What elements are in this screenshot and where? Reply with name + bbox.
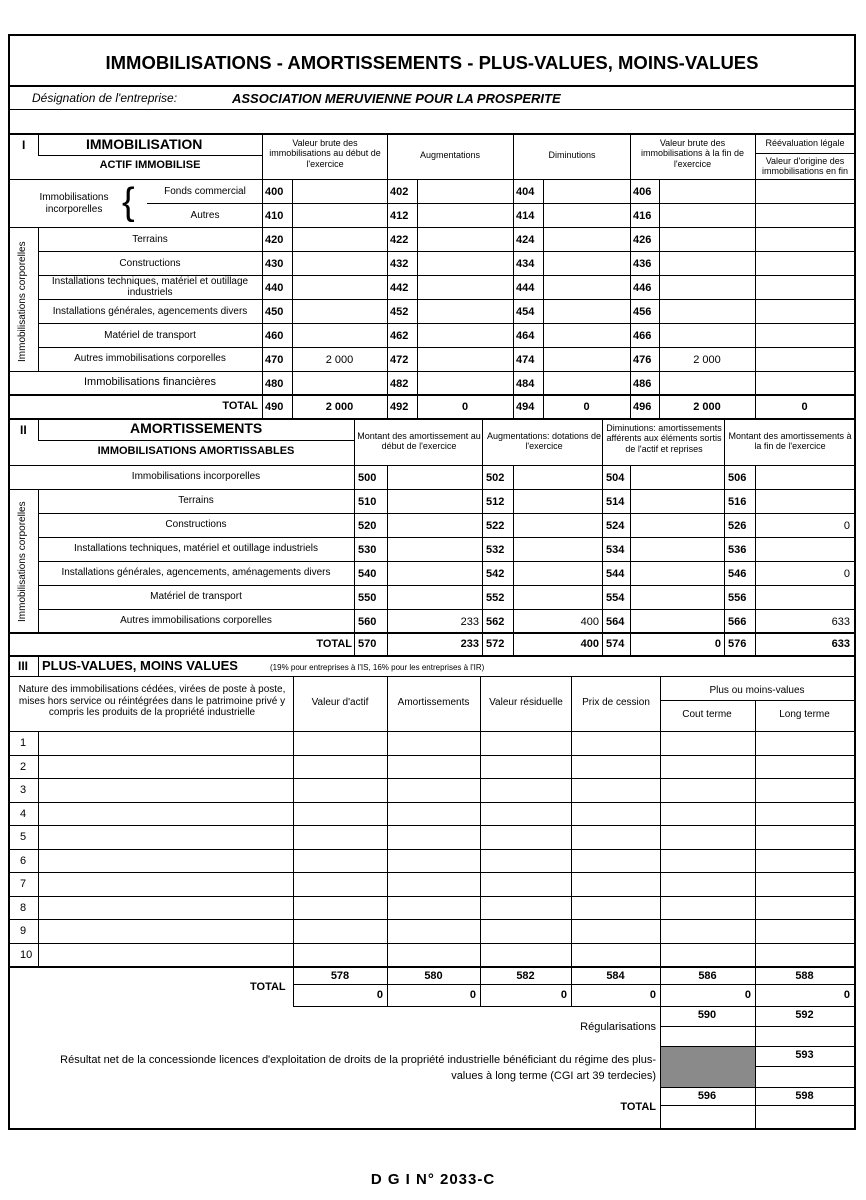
s3-total-value[interactable]: 0 xyxy=(843,989,850,1001)
s3-row-number: 5 xyxy=(20,831,27,843)
s1-corp-group-label: Immobilisations corporelles xyxy=(17,241,28,362)
code-cell: 444 xyxy=(516,281,535,294)
s3-total-value[interactable]: 0 xyxy=(560,989,567,1001)
code-cell: 496 xyxy=(633,400,652,413)
s2-value-cell[interactable]: 233 xyxy=(460,615,479,628)
section1-subtitle: ACTIF IMMOBILISE xyxy=(99,159,201,171)
code-cell: 500 xyxy=(358,471,377,484)
s3-pmv-cout-terme: Cout terme xyxy=(682,709,732,720)
code-cell: 514 xyxy=(606,495,625,508)
s1-col3-header: Diminutions xyxy=(548,150,596,160)
s3-row-number: 4 xyxy=(20,807,27,820)
s1-row-label: Fonds commercial xyxy=(164,186,246,197)
code-cell: 588 xyxy=(795,970,814,982)
code-cell: 510 xyxy=(358,495,377,508)
code-cell: 506 xyxy=(728,471,747,484)
s3-final-total-label: TOTAL xyxy=(620,1101,656,1113)
code-cell: 416 xyxy=(633,209,652,222)
section2-title: AMORTISSEMENTS xyxy=(130,420,263,436)
code-cell: 578 xyxy=(330,970,350,982)
s3-row-number: 7 xyxy=(20,878,27,890)
code-cell: 574 xyxy=(606,638,625,650)
s3-total-value[interactable]: 0 xyxy=(376,989,383,1001)
code-cell: 462 xyxy=(390,329,409,342)
code-cell: 584 xyxy=(606,970,625,982)
s3-pmv-long-terme: Long terme xyxy=(779,709,830,720)
shaded-cell xyxy=(661,1047,755,1087)
s2-col1-header: Montant des amortissement au début de l'exercice xyxy=(357,431,481,452)
code-cell: 434 xyxy=(516,257,535,270)
code-cell: 534 xyxy=(606,543,625,556)
code-cell: 442 xyxy=(390,281,409,294)
code-cell: 432 xyxy=(390,257,409,270)
s1-value-cell[interactable]: 2 000 xyxy=(325,400,354,413)
code-cell: 482 xyxy=(390,377,409,390)
s1-col4-header: Valeur brute des immobilisations à la fin de l'exercice xyxy=(640,138,745,169)
code-cell: 562 xyxy=(486,615,505,628)
code-cell: 406 xyxy=(633,185,652,198)
code-596: 596 xyxy=(697,1090,717,1102)
s2-value-cell[interactable]: 633 xyxy=(831,638,850,650)
section1-num: I xyxy=(22,138,26,152)
s2-col2-header: Augmentations: dotations de l'exercice xyxy=(486,431,602,452)
code-cell: 400 xyxy=(265,185,284,198)
form-page xyxy=(8,34,856,1130)
code-cell: 526 xyxy=(728,519,747,532)
s1-incorp-group-label: Immobilisations incorporelles xyxy=(39,192,109,215)
code-cell: 440 xyxy=(265,281,284,294)
code-cell: 544 xyxy=(606,567,625,580)
code-590: 590 xyxy=(697,1009,717,1021)
s2-row-label: Immobilisations incorporelles xyxy=(131,471,261,482)
s3-row-number: 3 xyxy=(20,784,27,796)
s1-value-cell[interactable]: 2 000 xyxy=(693,400,721,413)
s3-col-header: Amortissements xyxy=(397,697,470,708)
s3-total-value[interactable]: 0 xyxy=(744,989,751,1001)
code-cell: 494 xyxy=(516,400,535,413)
code-cell: 476 xyxy=(633,353,652,366)
code-592: 592 xyxy=(795,1009,814,1021)
s1-row-label: Autres xyxy=(190,210,220,221)
code-cell: 492 xyxy=(390,400,409,413)
code-cell: 512 xyxy=(486,495,505,508)
code-cell: 470 xyxy=(265,353,284,366)
code-cell: 540 xyxy=(358,567,377,580)
s3-pmv-header: Plus ou moins-values xyxy=(709,685,805,696)
s3-total-value[interactable]: 0 xyxy=(649,989,656,1001)
code-cell: 472 xyxy=(390,353,409,366)
code-cell: 484 xyxy=(516,377,535,390)
s2-value-cell[interactable]: 0 xyxy=(843,567,850,580)
code-cell: 516 xyxy=(728,495,747,508)
s1-total-label: TOTAL xyxy=(222,400,258,412)
code-cell: 530 xyxy=(358,543,377,556)
code-cell: 414 xyxy=(516,209,535,222)
s2-row-label: Installations générales, agencements, aménagements divers xyxy=(61,567,331,578)
s3-col-header: Prix de cession xyxy=(582,697,650,708)
s1-row-label: Terrains xyxy=(132,234,168,245)
form-title: IMMOBILISATIONS - AMORTISSEMENTS - PLUS-VALUES, MOINS-VALUES xyxy=(105,52,759,73)
code-cell: 480 xyxy=(265,377,284,390)
s1-row-label: Immobilisations financières xyxy=(83,376,217,388)
s3-regularisations-label: Régularisations xyxy=(580,1021,656,1033)
s1-value-cell[interactable]: 2 000 xyxy=(693,353,721,366)
code-cell: 446 xyxy=(633,281,652,294)
code-cell: 546 xyxy=(728,567,747,580)
code-cell: 424 xyxy=(516,233,535,246)
code-cell: 566 xyxy=(728,615,747,628)
s2-value-cell[interactable]: 0 xyxy=(843,519,850,532)
section3-num: III xyxy=(18,659,29,673)
s3-total-label: TOTAL xyxy=(250,981,286,993)
code-cell: 522 xyxy=(486,519,505,532)
s3-row-number: 8 xyxy=(20,901,27,914)
s3-resultat-text-1: Résultat net de la concessionde licences d'exploitation de droits de la propriété industrielle bénéficiant du régime des plus- xyxy=(60,1054,656,1066)
code-cell: 564 xyxy=(606,615,625,628)
s3-col-header: Valeur d'actif xyxy=(311,697,369,708)
code-cell: 410 xyxy=(265,209,284,222)
code-cell: 552 xyxy=(486,591,505,604)
s1-value-cell[interactable]: 0 xyxy=(583,400,590,413)
s1-reeval-sub: Valeur d'origine des immobilisations en fin xyxy=(761,156,849,177)
code-593: 593 xyxy=(795,1049,814,1061)
s1-row-label: Autres immobilisations corporelles xyxy=(74,353,226,364)
code-cell: 580 xyxy=(424,970,443,982)
s2-value-cell[interactable]: 400 xyxy=(580,615,599,628)
code-cell: 520 xyxy=(358,519,377,532)
s1-value-cell[interactable]: 2 000 xyxy=(325,353,354,366)
code-cell: 586 xyxy=(698,970,717,982)
code-cell: 422 xyxy=(390,233,409,246)
code-cell: 464 xyxy=(516,329,535,342)
s3-row-number: 2 xyxy=(20,760,27,773)
s1-row-label: Constructions xyxy=(119,258,181,269)
code-cell: 582 xyxy=(516,970,535,982)
code-cell: 524 xyxy=(606,519,625,532)
code-cell: 536 xyxy=(728,543,747,556)
s2-col4-header: Montant des amortissements à la fin de l'exercice xyxy=(728,431,852,452)
designation-value: ASSOCIATION MERUVIENNE POUR LA PROSPERITE xyxy=(232,91,561,106)
s1-col2-header: Augmentations xyxy=(419,150,481,160)
code-cell: 436 xyxy=(633,257,652,270)
code-cell: 490 xyxy=(265,400,284,413)
s1-row-label: Installations techniques, matériel et outillage industriels xyxy=(51,276,249,298)
code-cell: 486 xyxy=(633,377,652,390)
s1-value-cell[interactable]: 0 xyxy=(461,400,469,413)
s2-row-label: Installations techniques, matériel et outillage industriels xyxy=(73,543,319,554)
code-cell: 576 xyxy=(728,638,747,650)
code-cell: 430 xyxy=(265,257,284,270)
s2-col3-header: Diminutions: amortissements afférents aux éléments sortis de l'actif et reprises xyxy=(606,423,722,454)
section3-title: PLUS-VALUES, MOINS VALUES xyxy=(42,658,238,673)
section2-subtitle: IMMOBILISATIONS AMORTISSABLES xyxy=(97,445,295,457)
code-598: 598 xyxy=(795,1090,814,1102)
brace-icon: { xyxy=(122,181,135,223)
code-cell: 466 xyxy=(633,329,652,342)
s1-row-label: Matériel de transport xyxy=(104,330,196,341)
code-cell: 502 xyxy=(486,471,505,484)
s2-value-cell[interactable]: 233 xyxy=(460,638,479,650)
code-cell: 504 xyxy=(606,471,625,484)
code-cell: 460 xyxy=(265,329,284,342)
s3-nature-header: Nature des immobilisations cédées, virées de poste à poste, mises hors service ou réintégrées dans le patrimoine privé y compris les produits de la propriété industrielle xyxy=(18,684,286,718)
s2-value-cell[interactable]: 400 xyxy=(580,638,599,650)
code-cell: 550 xyxy=(358,591,377,604)
code-cell: 532 xyxy=(486,543,505,556)
code-cell: 420 xyxy=(265,233,284,246)
s2-corp-group-label: Immobilisations corporelles xyxy=(17,501,28,622)
section3-note: (19% pour entreprises à l'IS, 16% pour les entreprises à l'IR) xyxy=(270,663,485,672)
code-cell: 450 xyxy=(265,305,284,318)
s3-row-number: 10 xyxy=(20,948,33,961)
s2-value-cell[interactable]: 633 xyxy=(831,615,850,628)
s1-row-label: Installations générales, agencements divers xyxy=(52,306,248,317)
s1-reeval-title: Réévaluation légale xyxy=(765,138,845,148)
code-cell: 456 xyxy=(633,305,652,318)
code-cell: 404 xyxy=(516,185,535,198)
s2-value-cell[interactable]: 0 xyxy=(714,638,721,650)
code-cell: 454 xyxy=(516,305,535,318)
s2-total-label: TOTAL xyxy=(316,638,352,650)
s3-row-number: 6 xyxy=(20,854,27,867)
code-cell: 402 xyxy=(390,185,409,198)
s3-row-number: 9 xyxy=(20,925,27,937)
code-cell: 474 xyxy=(516,353,535,366)
form-footer: D G I N° 2033-C xyxy=(370,1171,496,1188)
code-cell: 570 xyxy=(358,638,377,650)
code-cell: 554 xyxy=(606,591,625,604)
code-cell: 426 xyxy=(633,233,652,246)
s1-reeval-cell[interactable]: 0 xyxy=(801,400,808,413)
s2-row-label: Autres immobilisations corporelles xyxy=(120,615,272,626)
code-cell: 542 xyxy=(486,567,505,580)
s2-row-label: Constructions xyxy=(165,519,227,530)
code-cell: 412 xyxy=(390,209,409,222)
s3-total-value[interactable]: 0 xyxy=(469,989,476,1001)
code-cell: 452 xyxy=(390,305,409,318)
code-cell: 572 xyxy=(486,638,505,650)
s2-row-label: Matériel de transport xyxy=(150,591,242,602)
s2-row-label: Terrains xyxy=(178,495,214,506)
code-cell: 556 xyxy=(728,591,747,604)
section1-title: IMMOBILISATION xyxy=(86,136,203,152)
s3-resultat-text-2: values à long terme (CGI art 39 terdecies) xyxy=(451,1070,656,1082)
s3-col-header: Valeur résiduelle xyxy=(489,697,563,708)
s3-row-number: 1 xyxy=(20,737,27,749)
designation-label: Désignation de l'entreprise: xyxy=(32,91,178,105)
section2-num: II xyxy=(20,423,27,437)
code-cell: 560 xyxy=(358,615,377,628)
s1-col1-header: Valeur brute des immobilisations au début de l'exercice xyxy=(269,138,381,169)
